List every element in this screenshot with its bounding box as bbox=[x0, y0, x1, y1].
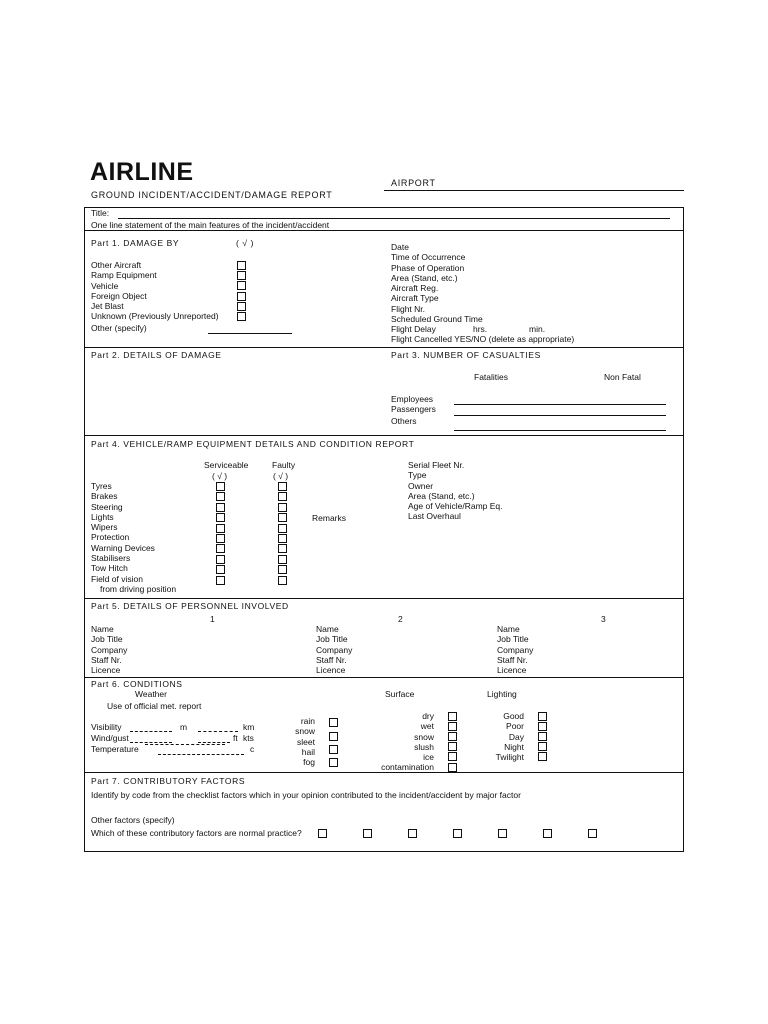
list-item: Other Aircraft bbox=[91, 260, 142, 270]
title-label: Title: bbox=[91, 208, 110, 218]
list-item: Company bbox=[497, 644, 534, 655]
list-item: Owner bbox=[408, 480, 434, 491]
casualty-rows bbox=[391, 394, 436, 426]
list-item: rain bbox=[300, 716, 315, 726]
wind-field[interactable] bbox=[130, 742, 172, 743]
other-specify-line[interactable] bbox=[208, 333, 292, 334]
list-item: Protection bbox=[91, 532, 130, 543]
list-item: Job Title bbox=[316, 634, 348, 645]
checkbox[interactable] bbox=[453, 829, 462, 838]
temperature-label: Temperature bbox=[91, 744, 139, 754]
person-number-3: 3 bbox=[601, 614, 606, 624]
equipment-list bbox=[91, 481, 176, 594]
checkbox[interactable] bbox=[543, 829, 552, 838]
list-item: Company bbox=[91, 644, 128, 655]
list-item: Date bbox=[391, 242, 409, 252]
checkbox[interactable] bbox=[216, 534, 225, 543]
checkbox[interactable] bbox=[408, 829, 417, 838]
min-label: min. bbox=[529, 324, 546, 334]
non-fatal-label: Non Fatal bbox=[604, 372, 641, 382]
flight-delay-label: Flight Delay bbox=[391, 324, 436, 334]
checkbox[interactable] bbox=[448, 752, 457, 761]
list-item: Staff Nr. bbox=[316, 654, 347, 665]
list-item: Age of Vehicle/Ramp Eq. bbox=[408, 501, 503, 512]
checkbox[interactable] bbox=[538, 742, 547, 751]
checkbox[interactable] bbox=[329, 732, 338, 741]
wind-label: Wind/gust bbox=[91, 733, 129, 743]
form-title: AIRLINE bbox=[90, 158, 194, 186]
list-item: Name bbox=[497, 624, 520, 634]
fatalities-label: Fatalities bbox=[474, 372, 509, 382]
list-item: Good bbox=[503, 711, 524, 721]
person-number-2: 2 bbox=[398, 614, 403, 624]
airport-label: AIRPORT bbox=[391, 178, 436, 188]
checkbox[interactable] bbox=[329, 718, 338, 727]
part5-heading: Part 5. DETAILS OF PERSONNEL INVOLVED bbox=[91, 601, 289, 611]
list-item: Day bbox=[508, 731, 524, 742]
checkbox[interactable] bbox=[538, 752, 547, 761]
list-item: Tyres bbox=[91, 481, 112, 491]
checkbox[interactable] bbox=[278, 503, 287, 512]
checkbox[interactable] bbox=[318, 829, 327, 838]
airport-field-line[interactable] bbox=[384, 190, 684, 191]
checkbox[interactable] bbox=[216, 555, 225, 564]
part3-heading: Part 3. NUMBER OF CASUALTIES bbox=[391, 350, 541, 360]
checkbox[interactable] bbox=[216, 492, 225, 501]
divider bbox=[84, 677, 684, 678]
list-item: Name bbox=[316, 624, 339, 634]
use-met-label: Use of official met. report bbox=[107, 701, 202, 711]
part4-heading: Part 4. VEHICLE/RAMP EQUIPMENT DETAILS AND CONDITION REPORT bbox=[91, 439, 415, 449]
checkbox[interactable] bbox=[278, 544, 287, 553]
checkbox[interactable] bbox=[216, 576, 225, 585]
person-number-1: 1 bbox=[210, 614, 215, 624]
list-item: Ramp Equipment bbox=[91, 270, 157, 281]
list-item: Wipers bbox=[91, 522, 118, 533]
casualty-field-line[interactable] bbox=[454, 430, 666, 431]
kts-unit: kts bbox=[243, 733, 254, 743]
list-item: Jet Blast bbox=[91, 301, 124, 312]
checkbox[interactable] bbox=[216, 565, 225, 574]
list-item: sleet bbox=[297, 736, 315, 747]
checkbox[interactable] bbox=[448, 712, 457, 721]
list-item: Area (Stand, etc.) bbox=[391, 272, 458, 283]
divider bbox=[84, 435, 684, 436]
part6-heading: Part 6. CONDITIONS bbox=[91, 679, 183, 689]
list-item: Licence bbox=[497, 665, 527, 676]
checkbox[interactable] bbox=[237, 261, 246, 270]
checkbox[interactable] bbox=[216, 524, 225, 533]
list-item: Stabilisers bbox=[91, 553, 131, 564]
other-factors-label: Other factors (specify) bbox=[91, 815, 175, 825]
person-1-fields bbox=[91, 624, 127, 675]
list-item: Night bbox=[504, 741, 524, 752]
lighting-label: Lighting bbox=[487, 689, 517, 699]
list-item: Time of Occurrence bbox=[391, 252, 466, 263]
person-2-fields bbox=[316, 624, 352, 675]
checkbox[interactable] bbox=[278, 576, 287, 585]
list-item: Licence bbox=[316, 665, 346, 676]
part1-tick-header: ( √ ) bbox=[236, 238, 255, 248]
divider bbox=[84, 347, 684, 348]
celsius-unit: c bbox=[250, 744, 255, 754]
flight-cancelled-label: Flight Cancelled YES/NO (delete as appropriate) bbox=[391, 334, 575, 344]
list-item: Brakes bbox=[91, 491, 118, 502]
list-item: Last Overhaul bbox=[408, 511, 461, 522]
checkbox[interactable] bbox=[448, 732, 457, 741]
checkbox[interactable] bbox=[278, 524, 287, 533]
list-item: slush bbox=[414, 741, 434, 752]
list-item: Tow Hitch bbox=[91, 563, 128, 574]
checkbox[interactable] bbox=[278, 492, 287, 501]
checkbox[interactable] bbox=[278, 565, 287, 574]
faulty-label: Faulty bbox=[272, 460, 296, 470]
serviceable-tick: ( √ ) bbox=[212, 471, 228, 481]
divider bbox=[84, 598, 684, 599]
list-item: Serial Fleet Nr. bbox=[408, 460, 465, 470]
checkbox[interactable] bbox=[237, 271, 246, 280]
part2-heading: Part 2. DETAILS OF DAMAGE bbox=[91, 350, 222, 360]
serviceable-label: Serviceable bbox=[204, 460, 249, 470]
list-item: Aircraft Reg. bbox=[391, 283, 439, 294]
list-item: Vehicle bbox=[91, 280, 119, 291]
list-item: Others bbox=[391, 415, 417, 426]
part7-heading: Part 7. CONTRIBUTORY FACTORS bbox=[91, 776, 246, 786]
checkbox[interactable] bbox=[363, 829, 372, 838]
list-item: Area (Stand, etc.) bbox=[408, 490, 475, 501]
hrs-label: hrs. bbox=[473, 324, 488, 334]
surface-label: Surface bbox=[385, 689, 415, 699]
precipitation-list bbox=[270, 716, 315, 767]
lighting-list bbox=[480, 711, 524, 762]
part7-identify: Identify by code from the checklist factors which in your opinion contributed to the incident/accident by major factor bbox=[91, 790, 521, 800]
list-item: Staff Nr. bbox=[497, 654, 528, 665]
list-item: Aircraft Type bbox=[391, 293, 439, 304]
temperature-field[interactable] bbox=[145, 744, 225, 745]
form-subtitle: GROUND INCIDENT/ACCIDENT/DAMAGE REPORT bbox=[91, 190, 333, 200]
list-item: Twilight bbox=[495, 752, 524, 763]
list-item: Licence bbox=[91, 665, 121, 676]
checkbox[interactable] bbox=[498, 829, 507, 838]
remarks-label: Remarks bbox=[312, 513, 347, 523]
list-item: Employees bbox=[391, 394, 434, 404]
checkbox[interactable] bbox=[237, 292, 246, 301]
list-item: Poor bbox=[506, 721, 524, 732]
checkbox[interactable] bbox=[538, 712, 547, 721]
checkbox[interactable] bbox=[588, 829, 597, 838]
list-item: Foreign Object bbox=[91, 290, 147, 301]
list-item: Scheduled Ground Time bbox=[391, 314, 483, 325]
list-item: Steering bbox=[91, 501, 123, 512]
checkbox[interactable] bbox=[538, 722, 547, 731]
checkbox[interactable] bbox=[448, 722, 457, 731]
checkbox[interactable] bbox=[329, 758, 338, 767]
checkbox[interactable] bbox=[237, 302, 246, 311]
flight-info-list bbox=[391, 242, 483, 324]
checkbox[interactable] bbox=[278, 534, 287, 543]
list-item: Unknown (Previously Unreported) bbox=[91, 311, 219, 322]
checkbox[interactable] bbox=[216, 544, 225, 553]
list-item: contamination bbox=[381, 762, 434, 773]
checkbox[interactable] bbox=[237, 281, 246, 290]
visibility-m-field[interactable] bbox=[130, 731, 172, 732]
ft-unit: ft bbox=[233, 733, 238, 743]
checkbox[interactable] bbox=[329, 745, 338, 754]
checkbox[interactable] bbox=[237, 312, 246, 321]
list-item: Passengers bbox=[391, 404, 436, 415]
casualty-field-line[interactable] bbox=[454, 404, 666, 405]
list-item: Other (specify) bbox=[91, 322, 147, 333]
list-item: from driving position bbox=[100, 583, 177, 594]
checkbox[interactable] bbox=[278, 555, 287, 564]
list-item: Lights bbox=[91, 511, 114, 522]
gust-field[interactable] bbox=[198, 742, 230, 743]
list-item: Company bbox=[316, 644, 353, 655]
list-item: Flight Nr. bbox=[391, 303, 426, 314]
weather-label: Weather bbox=[135, 689, 167, 699]
checkbox[interactable] bbox=[448, 763, 457, 772]
list-item: hail bbox=[301, 746, 315, 757]
divider bbox=[84, 230, 684, 231]
list-item: Warning Devices bbox=[91, 542, 155, 553]
list-item: ice bbox=[423, 752, 434, 763]
list-item: dry bbox=[422, 711, 434, 721]
list-item: Field of vision bbox=[91, 573, 143, 584]
visibility-label: Visibility bbox=[91, 722, 122, 732]
list-item: Type bbox=[408, 470, 427, 481]
surface-list bbox=[360, 711, 434, 773]
list-item: wet bbox=[420, 721, 434, 732]
visibility-m-unit: m bbox=[180, 722, 188, 732]
vehicle-details-list bbox=[408, 460, 503, 522]
list-item: Staff Nr. bbox=[91, 654, 122, 665]
list-item: Phase of Operation bbox=[391, 262, 465, 273]
faulty-tick: ( √ ) bbox=[273, 471, 289, 481]
list-item: snow bbox=[295, 726, 315, 737]
list-item: fog bbox=[303, 757, 315, 768]
checkbox[interactable] bbox=[216, 503, 225, 512]
title-hint: One line statement of the main features of the incident/accident bbox=[91, 220, 330, 230]
checkbox[interactable] bbox=[278, 513, 287, 522]
list-item: Job Title bbox=[91, 634, 123, 645]
checkbox[interactable] bbox=[278, 482, 287, 491]
visibility-km-unit: km bbox=[243, 722, 255, 732]
checkbox[interactable] bbox=[216, 513, 225, 522]
list-item: Job Title bbox=[497, 634, 529, 645]
temperature-field-2[interactable] bbox=[158, 754, 244, 755]
visibility-km-field[interactable] bbox=[198, 731, 238, 732]
part1-heading: Part 1. DAMAGE BY bbox=[91, 238, 180, 248]
checkbox[interactable] bbox=[448, 742, 457, 751]
person-3-fields bbox=[497, 624, 533, 675]
checkbox[interactable] bbox=[216, 482, 225, 491]
casualty-field-line[interactable] bbox=[454, 415, 666, 416]
list-item: Name bbox=[91, 624, 114, 634]
normal-practice-label: Which of these contributory factors are normal practice? bbox=[91, 828, 302, 838]
checkbox[interactable] bbox=[538, 732, 547, 741]
part1-damage-list bbox=[91, 260, 219, 333]
title-field-line[interactable] bbox=[118, 218, 670, 219]
list-item: snow bbox=[414, 731, 434, 742]
